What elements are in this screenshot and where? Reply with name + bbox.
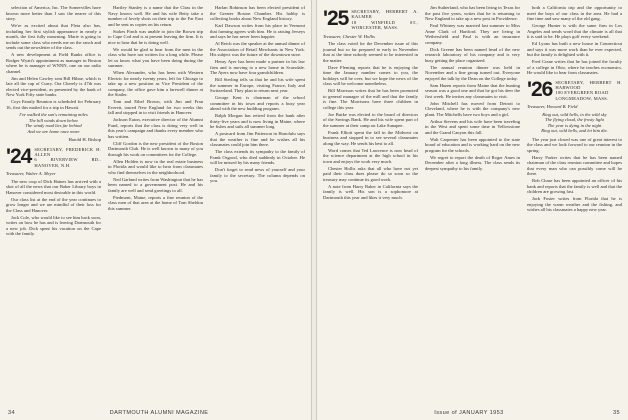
page-number: 34: [8, 410, 16, 416]
paragraph: both a California trip and the opportunity to meet the boys of our class in the area. He had a fine time and saw many of the old gang.: [527, 5, 622, 21]
class-treasurer: Treasurer, Howard B. Field: [527, 104, 578, 110]
paragraph: Henry Ayer has been made a partner in his law firm and is moving to a new home in Scarsdale. The Ayers now have four grandchildren.: [210, 59, 305, 75]
right-column-1: [323, 5, 418, 403]
paragraph: The class voted for the December issue of this journal but so far prepared to early in November that at the time nobody seemed to be interested in the matter.: [323, 41, 418, 63]
paragraph: We're as excited about that Fleta also has, including her first stylish appearance in nearly a month, the first fully mourning. Marie is going to include some class who needs me on the ranch and sends out the newsletter of the class.: [6, 23, 101, 50]
class-year: '26: [527, 77, 553, 101]
class-heading-26: [527, 77, 622, 102]
poem-line: I've walked the sun's remaining miles: [19, 112, 88, 117]
paragraph: Jim and Helen Cawley sent Bill Hihne, which is late all the cap of Curry. Ora Cherely is 47th was elected vice-president, as presented by the bank of New York Fifty state banks.: [6, 75, 101, 97]
paragraph: A postcard from Jim Patterson in Honolulu says that the weather is fine and he wishes all his classmates could join him there.: [210, 131, 305, 147]
secretary-line: 100 EVERGREEN ROAD: [555, 90, 609, 96]
paragraph: Fred Crane writes that he has joined the faculty of a college in Ohio, where he teaches economics. He would like to hear from classmates.: [527, 59, 622, 75]
class-heading-24: [6, 144, 101, 169]
paragraph: George Hunter is with the same firm in Los Angeles and sends word that the climate is all that it is said to be. He plays golf every weekend.: [527, 23, 622, 39]
paragraph: Jack Foster writes from Florida that he is enjoying the warm weather and the fishing, and wishes all his classmates a happy new year.: [527, 196, 622, 213]
paragraph: Don't forget to send news of yourself and your family to the secretary. The column depends on you.: [210, 167, 305, 183]
secretary-line: 18 WINFIELD ST., WORCESTER, MASS.: [351, 19, 418, 31]
class-treasurer: Treasurer, Walter A. Meyer: [6, 171, 56, 177]
paragraph: selection of America, Inc. The Somervilles have known more better than I saw the nearer of this story.: [6, 5, 101, 21]
paragraph: Harlan Robinson has been elected president of the Greater Boston Chamber. His hobby is collecting books about New England history.: [210, 5, 305, 21]
paragraph: Paul Whitney was married last summer to Miss Anne Clark of Hartford. They are living in Wethersfield and Paul is with an insurance company.: [425, 23, 520, 45]
paragraph: Chester Hollis asks that all who have not yet paid their class dues please do so soon so the treasury may continue its good work.: [323, 165, 418, 182]
paragraph: George Kent is chairman of the school committee in his town and reports a busy year ahead with the new building program.: [210, 95, 305, 111]
right-page: [316, 0, 628, 420]
paragraph: A note from Harry Baker in California says the family is well. His son is a sophomore at Dartmouth this year and likes it very much.: [323, 183, 418, 200]
left-column-2: [108, 5, 203, 403]
poem-line: The hill winds down below: [28, 117, 79, 123]
paragraph: The class extends its sympathy to the family of Frank Osgood, who died suddenly in October. He will be missed by his many friends.: [210, 149, 305, 165]
paragraph: Frank Elliott spent the fall in the Midwest on business and stopped in to see several classmates along the way. He sends his best to all.: [323, 129, 418, 146]
paragraph: Jim Sutherland, who has been living in Texas for the past five years, writes that he is returning to New England to take up a new post in Providence.: [425, 5, 520, 21]
paragraph: Stokes Finch was unable to join the Brown trip to Cape Cod and is at present leaving the firm. It is nice to hear that he is doing well.: [108, 28, 203, 45]
paragraph: We regret to report the death of Roger Ames in December after a long illness. The class sends its deepest sympathy to his family.: [425, 154, 520, 171]
left-column-3: [210, 5, 305, 403]
paragraph: Hartley Stanley is a name that the Class in the Navy knows well. He and his wife Betty take a number of lovely shots on their trip to the Far East and he sent us copies on his return.: [108, 5, 203, 27]
left-page: [0, 0, 312, 420]
right-columns: [323, 5, 622, 403]
page-number: 35: [612, 410, 620, 416]
poem-line: The flying cloud, the frosty light: [545, 117, 604, 123]
secretary-line: SECRETARY, FREDERICK H. ALLEN: [34, 146, 101, 157]
poem-line: And we are home once more: [27, 128, 80, 134]
paragraph: Cliff Gordon is the new president of the Boston Dartmouth Club. He is well known to many of you through his work on committees for the College.: [108, 140, 203, 157]
paragraph: Tom and Ethel Brown, with Jim and Fran Everett, toured New England for two weeks this fall and stopped in to visit friends in Hanover.: [108, 99, 203, 115]
left-column-1: [6, 5, 101, 403]
paragraph: Arthur Stevens and his wife have been traveling in the West and spent some time in Yellowstone and the Grand Canyon this fall.: [425, 118, 520, 135]
paragraph: Al Reich was the speaker at the annual dinner of the Association of Retail Merchants in New York. His subject was the future of the downtown store.: [210, 41, 305, 57]
paragraph: A new development at Field Ranks office is Rodger Wyatt's appointment as manager in Boston where he is manager of WNNN, one on our radio channel.: [6, 52, 101, 74]
paragraph: Our class list at the end of the year continues to grow longer and we are mindful of their loss for the Class and Hanover.: [6, 196, 101, 213]
paragraph: Dave Fleming reports that he is enjoying the time the January number comes to you, the holidays will be over, but we hope the news of the class will be welcome nonetheless.: [323, 64, 418, 87]
class-secretary: [555, 80, 622, 102]
class-secretary: [34, 147, 101, 169]
paragraph: Word comes that Ted Lawrence is now head of the science department at the high school in his town and enjoys the work very much.: [323, 147, 418, 164]
poem: [527, 112, 622, 134]
paragraph: Allen Holden is now in the real estate business in Florida and would like to hear from classmates who find themselves in the neighborhood.: [108, 158, 203, 175]
right-footer: [325, 410, 620, 416]
paragraph: Sam Hazen reports from Maine that the hunting season was a good one and that he got his deer the first week. He invites any classmates to visit.: [425, 82, 520, 99]
class-year: '24: [6, 144, 32, 168]
paragraph: Piedmont, Maine, reports a fine reunion of the class men of that area at the home of Tom Sheldon this summer.: [108, 194, 203, 211]
poem-signature: Harold H. Bishop: [68, 137, 101, 142]
paragraph: We would be glad to hear from the men in the class who have not written for a long while. Please let us know what you have been doing during the summer.: [108, 46, 203, 68]
paragraph: Dick Greene has been named head of the new research laboratory of his company and is very busy getting the place organized.: [425, 46, 520, 63]
paragraph: Bob Chase has been appointed an officer of his bank and reports that the family is well and that the children are growing fast.: [527, 178, 622, 195]
paragraph: Ralph Morgan has retired from the bank after thirty-five years and is now living in Maine, where he fishes and sails all summer long.: [210, 113, 305, 129]
poem-line: The windy road lies far behind: [25, 123, 82, 128]
paragraph: Coys Family Reunion is scheduled for February 16, first this mailed for a trip in Hawaii.: [6, 99, 101, 110]
left-columns: [6, 5, 305, 403]
poem-line: Ring out, wild bells, to the wild sky: [542, 111, 607, 117]
secretary-line: SECRETARY, HERBERT A. KALMER: [351, 9, 418, 20]
secretary-line: 6 RIVERVIEW RD., HANOVER, N.H.: [34, 157, 101, 168]
paragraph: Bill Morrison writes that he has been promoted to general manager of the mill and that the family is fine. The Morrisons have three children in college this year.: [323, 88, 418, 110]
paragraph: Karl Dawson writes from his place in Vermont that farming agrees with him. He is raising Jerseys and says he has never been happier.: [210, 23, 305, 39]
issue-title: Issue of JANUARY 1953: [434, 410, 504, 416]
right-column-2: [425, 5, 520, 403]
paragraph: Bill Sterling tells us that he and his wife spent the summer in Europe, visiting France, Italy and Switzerland. They plan to return next year.: [210, 77, 305, 93]
paragraph: Jackson Eaton, executive director of the Alumni Fund, reports that the class is doing very well in this year's campaign and thanks every member who has written.: [108, 117, 203, 139]
paragraph: Jack Cole, who would like to see him back soon, writes on how he has and is leaving Dartmouth for a new job. Dick spent his vacation on the Cape with the family.: [6, 214, 101, 237]
class-secretary: [351, 9, 418, 31]
poem-line: The year is dying in the night: [547, 122, 602, 128]
right-column-3: [527, 5, 622, 403]
paragraph: Ned Garland writes from Washington that he has been named to a government post. He and his family are well and send greetings to all.: [108, 176, 203, 193]
paragraph: When Alexander, who has been with Western Electric for nearly twenty years, left for Chicago to take up a new position as Vice President of the company, the office gave him a farewell dinner at the Statler.: [108, 70, 203, 97]
poem-line: Ring out, wild bells, and let him die.: [541, 128, 608, 134]
paragraph: Joe Burke was elected to the board of directors of the Savings Bank. He and his wife spent part of the summer at their camp on Lake Sunapee.: [323, 111, 418, 128]
left-footer: [8, 410, 303, 416]
paragraph: John Mitchell has moved from Detroit to Cleveland, where he is with the company's new plant. The Mitchells have two boys and a girl.: [425, 100, 520, 117]
poem: [6, 112, 101, 134]
class-treasurer: Treasurer, Chester W. Hollis: [323, 33, 375, 39]
paragraph: Ed Lyons has built a new house in Connecticut and says it was more work than he ever expected, but the family is delighted with it.: [527, 41, 622, 57]
paragraph: Walt Carpenter has been appointed to the state board of education and is working hard on the new program for the schools.: [425, 136, 520, 153]
class-year: '25: [323, 7, 349, 30]
paragraph: The year just closed was one of great interest to the class and we look forward to our reunion in the spring.: [527, 136, 622, 153]
class-heading-25: [323, 9, 418, 31]
magazine-title: DARTMOUTH ALUMNI MAGAZINE: [109, 410, 209, 416]
paragraph: Harry Parker writes that he has been named chairman of the class reunion committee and hopes that every man who can possibly come will be there.: [527, 154, 622, 177]
paragraph: The annual reunion dinner was held in November and a fine group turned out. Everyone enjoyed the talk by the Dean on the College today.: [425, 64, 520, 81]
secretary-line: SECRETARY, HERBERT H. HARWOOD: [555, 79, 622, 90]
secretary-line: LONGMEADOW, MASS.: [555, 95, 609, 101]
paragraph: The new crop of Dick Haines has arrived with a shot of all the news that our Baker Library boys in Hanover considered most desirable in this world.: [6, 178, 101, 195]
